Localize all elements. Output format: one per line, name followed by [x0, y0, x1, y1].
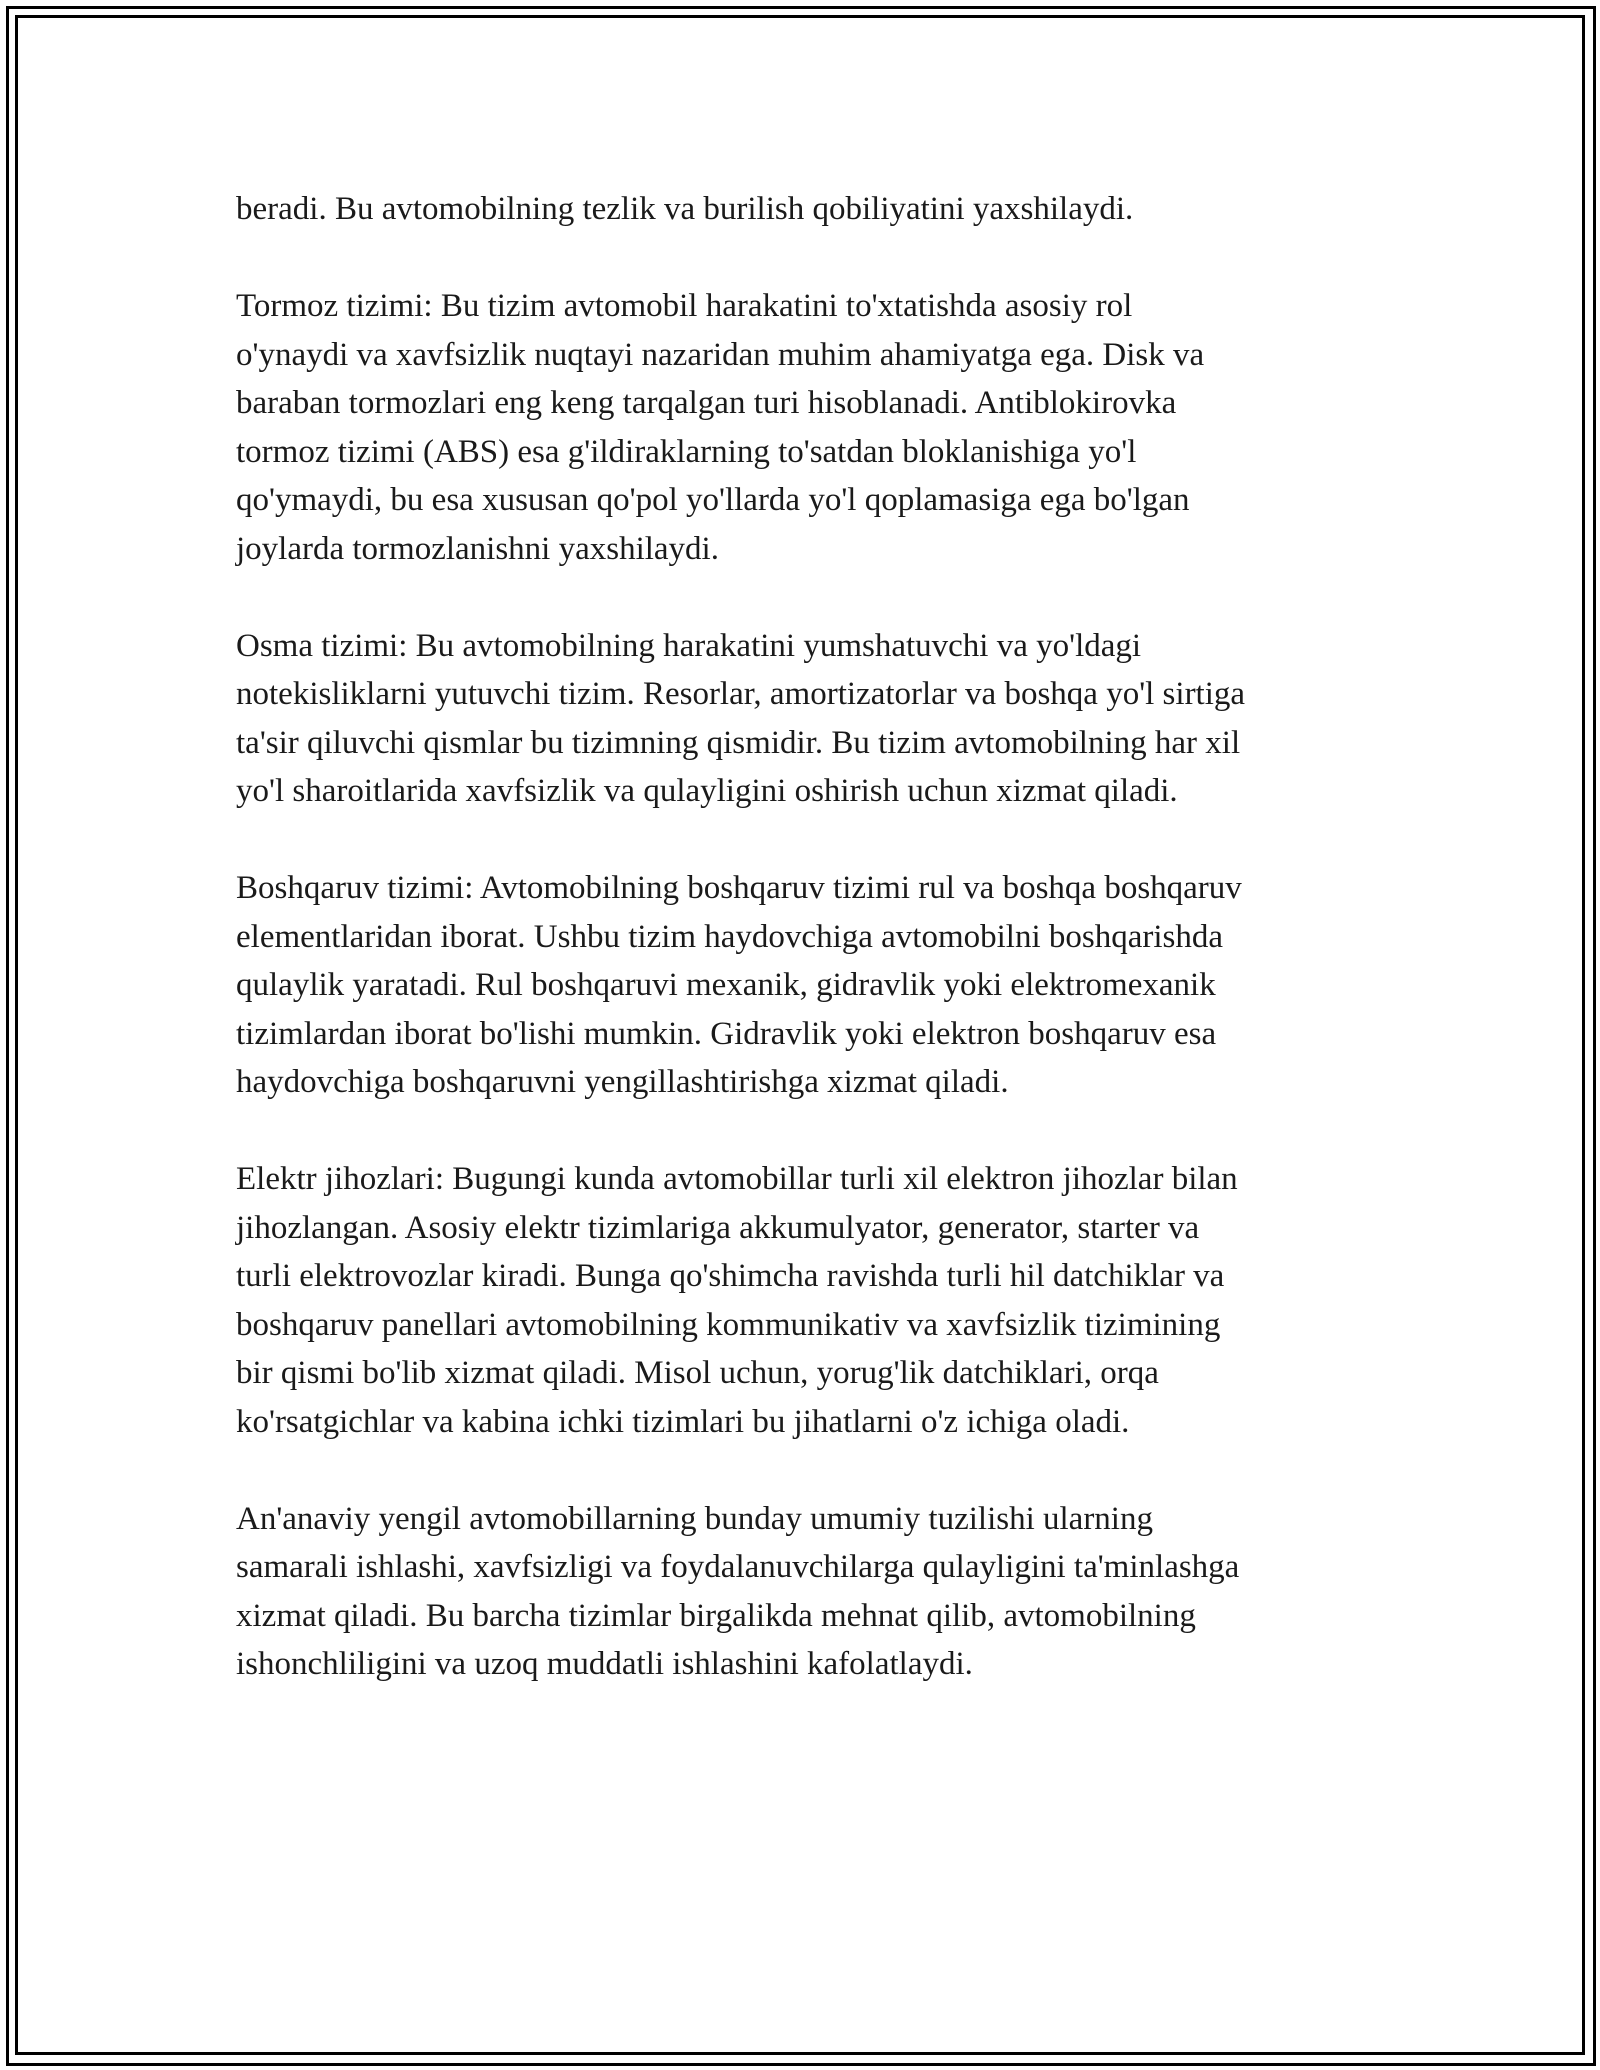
text-line: samarali ishlashi, xavfsizligi va foydalanuvchilarga qulayligini ta'minlashga: [236, 1549, 1240, 1585]
paragraph-suspension-system: [236, 622, 1376, 816]
text-line: bir qismi bo'lib xizmat qiladi. Misol uchun, yorug'lik datchiklari, orqa: [236, 1355, 1159, 1391]
text-line: ko'rsatgichlar va kabina ichki tizimlari bu jihatlarni o'z ichiga oladi.: [236, 1403, 1130, 1440]
text-line: ishonchliligini va uzoq muddatli ishlashini kafolatlaydi.: [236, 1646, 973, 1682]
text-line: yo'l sharoitlarida xavfsizlik va qulayligini oshirish uchun xizmat qiladi.: [236, 773, 1178, 809]
paragraph-brake-system: [236, 282, 1376, 573]
paragraph-steering-system: [236, 864, 1376, 1107]
text-line: turli elektrovozlar kiradi. Bunga qo'shimcha ravishda turli hil datchiklar va: [236, 1258, 1225, 1294]
text-line: joylarda tormozlanishni yaxshilaydi.: [236, 530, 719, 567]
text-line: xizmat qiladi. Bu barcha tizimlar birgalikda mehnat qilib, avtomobilning: [236, 1597, 1196, 1634]
text-line: boshqaruv panellari avtomobilning kommunikativ va xavfsizlik tizimining: [236, 1306, 1221, 1343]
text-line: Boshqaruv tizimi: Avtomobilning boshqaruv tizimi rul va boshqa boshqaruv: [236, 870, 1242, 906]
text-line: Tormoz tizimi: Bu tizim avtomobil harakatini to'xtatishda asosiy rol: [236, 288, 1133, 324]
text-line: tormoz tizimi (ABS) esa g'ildiraklarning to'satdan bloklanishiga yo'l: [236, 433, 1137, 470]
text-line: Elektr jihozlari: Bugungi kunda avtomobillar turli xil elektron jihozlar bilan: [236, 1161, 1238, 1197]
text-line: An'anaviy yengil avtomobillarning bunday umumiy tuzilishi ularning: [236, 1500, 1153, 1537]
paragraph-conclusion: [236, 1495, 1376, 1689]
text-line: o'ynaydi va xavfsizlik nuqtayi nazaridan muhim ahamiyatga ega. Disk va: [236, 336, 1205, 373]
text-line: baraban tormozlari eng keng tarqalgan turi hisoblanadi. Antiblokirovka: [236, 385, 1177, 421]
text-line: Osma tizimi: Bu avtomobilning harakatini yumshatuvchi va yo'ldagi: [236, 627, 1142, 664]
text-line: ta'sir qiluvchi qismlar bu tizimning qismidir. Bu tizim avtomobilning har xil: [236, 724, 1241, 761]
text-line: elementlaridan iborat. Ushbu tizim haydovchiga avtomobilni boshqarishda: [236, 918, 1224, 955]
text-line: tizimlardan iborat bo'lishi mumkin. Gidravlik yoki elektron boshqaruv esa: [236, 1015, 1217, 1052]
paragraph-continuation: [236, 185, 1376, 234]
document-body: [236, 185, 1376, 1737]
text-line: jihozlangan. Asosiy elektr tizimlariga akkumulyator, generator, starter va: [236, 1209, 1200, 1246]
text-line: notekisliklarni yutuvchi tizim. Resorlar, amortizatorlar va boshqa yo'l sirtiga: [236, 676, 1246, 712]
text-line: beradi. Bu avtomobilning tezlik va burilish qobiliyatini yaxshilaydi.: [236, 191, 1134, 227]
text-line: haydovchiga boshqaruvni yengillashtirishga xizmat qiladi.: [236, 1064, 1009, 1100]
paragraph-electrical-equipment: [236, 1155, 1376, 1446]
text-line: qulaylik yaratadi. Rul boshqaruvi mexanik, gidravlik yoki elektromexanik: [236, 967, 1216, 1003]
text-line: qo'ymaydi, bu esa xususan qo'pol yo'llarda yo'l qoplamasiga ega bo'lgan: [236, 482, 1190, 518]
